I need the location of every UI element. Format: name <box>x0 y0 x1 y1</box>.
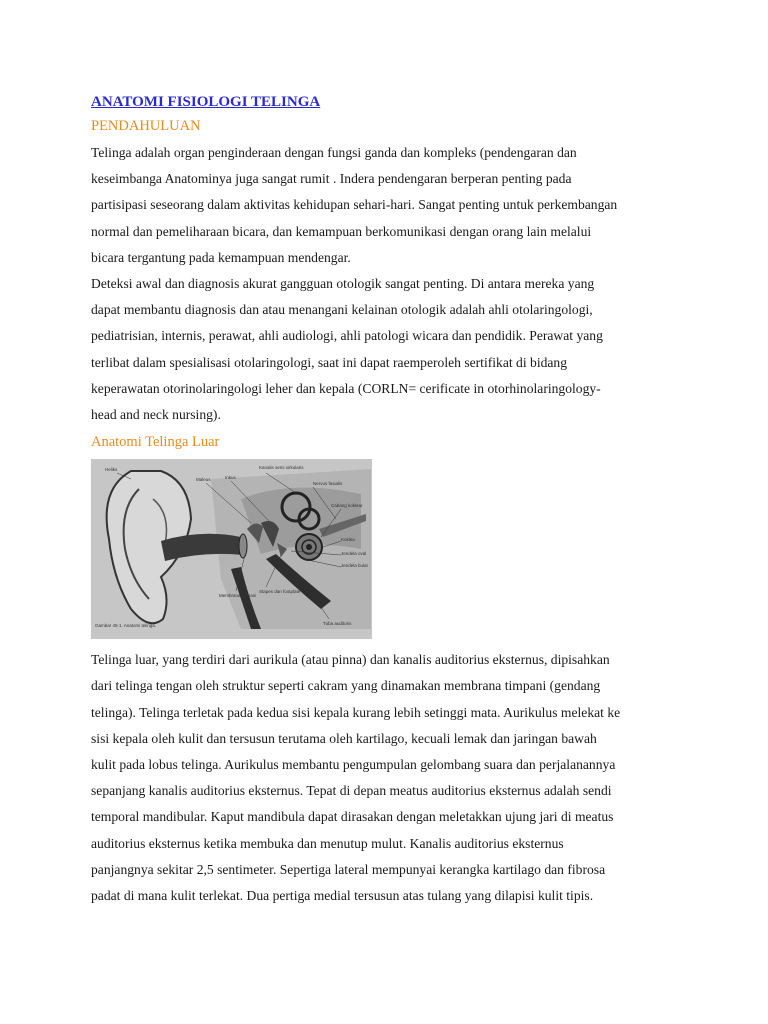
text-line: normal dan pemeliharaan bicara, dan kemampuan berkomunikasi dengan orang lain melalui <box>91 223 592 239</box>
text-line: terlibat dalam spesialisasi otolaringologi, saat ini dapat raemperoleh sertifikat di bidang <box>91 354 568 370</box>
text-line: Deteksi awal dan diagnosis akurat gangguan otologik sangat penting. Di antara mereka yang <box>91 276 595 292</box>
label-tuba-auditoris: Tuba auditoris <box>323 621 352 627</box>
label-cabang-koklear: Cabang koklear <box>331 503 363 509</box>
text-line: sisi kepala oleh kulit dan tersusun terutama oleh kartilago, kecuali lemak dan jaringan bawah <box>91 730 597 746</box>
text-line: temporal mandibular. Kaput mandibula dapat dirasakan dengan meletakkan ujung jari di meatus <box>91 809 614 825</box>
label-jendela-bulat: Jendela bulat <box>341 563 368 569</box>
text-line: keperawatan otorinolaringologi leher dan kepala (CORLN= cerificate in otorhinolaringology- <box>91 380 601 396</box>
text-line: sepanjang kanalis auditorius eksternus. Tepat di depan meatus auditorius eksternus adalah sendi <box>91 783 612 799</box>
label-nervus-fasialis: Nervus fasialis <box>313 481 343 487</box>
label-membrana-timpani: Membrana timpani <box>219 593 257 599</box>
label-heliks: Heliks <box>105 467 118 473</box>
figure-caption: Gambar 45-1. Anatomi telinga. <box>95 623 157 629</box>
paragraph-intro-1 <box>91 140 691 271</box>
text-line: padat di mana kulit terlekat. Dua pertiga medial tersusun atas tulang yang dilapisi kulit tipis. <box>91 888 594 904</box>
ear-anatomy-figure <box>91 459 372 639</box>
label-jendela-oval: Jendela oval <box>341 551 367 557</box>
text-line: telinga). Telinga terletak pada kedua sisi kepala kurang lebih setinggi mata. Aurikulus melekat ke <box>91 704 621 720</box>
label-stapes: Stapes dan footplate <box>259 589 301 595</box>
ear-anatomy-illustration <box>91 459 372 639</box>
text-line: head and neck nursing). <box>91 407 221 423</box>
label-koklea: Koklea <box>341 537 355 543</box>
document-title[interactable]: ANATOMI FISIOLOGI TELINGA <box>91 94 321 110</box>
text-line: auditorius eksternus ketika membuka dan menutup mulut. Kanalis auditorius eksternus <box>91 835 564 851</box>
paragraph-intro-2 <box>91 271 691 428</box>
section-heading-anatomi-telinga-luar: Anatomi Telinga Luar <box>91 434 220 451</box>
text-line: dapat membantu diagnosis dan atau menangani kelainan otologik adalah ahli otolaringologi, <box>91 302 593 318</box>
text-line: panjangnya sekitar 2,5 sentimeter. Sepertiga lateral mempunyai kerangka kartilago dan fibrosa <box>91 861 606 877</box>
paragraph-telinga-luar <box>91 647 691 909</box>
text-line: pediatrisian, internis, perawat, ahli audiologi, ahli patologi wicara dan pendidik. Perawat yang <box>91 328 603 344</box>
text-line: Telinga luar, yang terdiri dari aurikula (atau pinna) dan kanalis auditorius eksternus, dipisahkan <box>91 652 610 668</box>
text-line: dari telinga tengan oleh struktur seperti cakram yang dinamakan membrana timpani (gendang <box>91 678 601 694</box>
text-line: Telinga adalah organ penginderaan dengan fungsi ganda dan kompleks (pendengaran dan <box>91 145 577 160</box>
document-page <box>91 91 691 909</box>
label-maleus: Maleus <box>196 477 211 483</box>
label-inkus: Inkus <box>225 475 236 481</box>
text-line: kulit pada lobus telinga. Aurikulus membantu pengumpulan gelombang suara dan perjalanannya <box>91 757 616 773</box>
text-line: keseimbanga Anatominya juga sangat rumit . Indera pendengaran berperan penting pada <box>91 171 572 187</box>
text-line: partisipasi seseorang dalam aktivitas kehidupan sehari-hari. Sangat penting untuk perkembangan <box>91 197 618 213</box>
section-heading-pendahuluan: PENDAHULUAN <box>91 118 201 134</box>
text-line: bicara tergantung pada kemampuan mendengar. <box>91 249 351 265</box>
label-kanalis-semi-sirkularis: Kanalis semi sirkularis <box>259 465 304 471</box>
